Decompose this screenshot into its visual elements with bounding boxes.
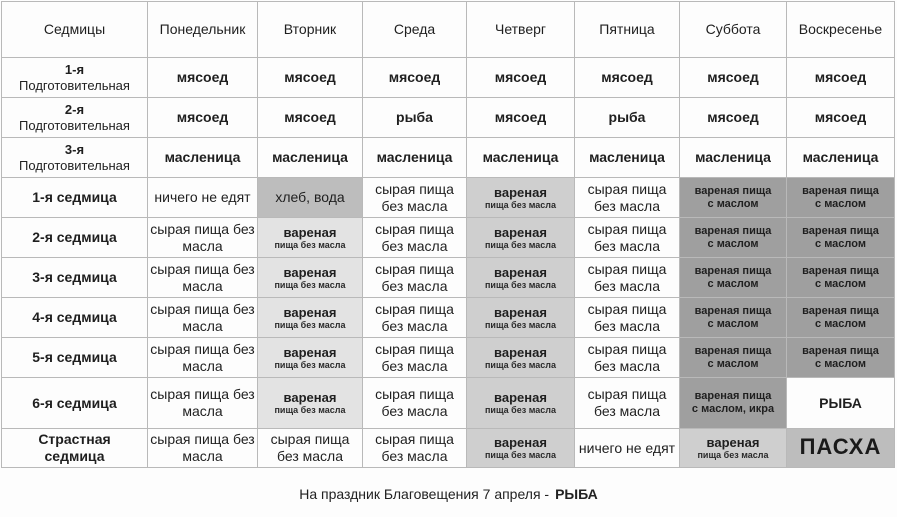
fasting-cell-sub: пища без масла [485,450,556,460]
week-label-bottom: Подготовительная [19,157,130,173]
fasting-cell-main: вареная пища [802,304,879,317]
fasting-cell [148,138,258,178]
fasting-cell [258,298,363,338]
fasting-cell [680,58,787,98]
fasting-cell-text: масленица [482,149,559,165]
fasting-cell [363,98,467,138]
fasting-cell [680,98,787,138]
fasting-cell-text: масленица [695,149,771,165]
week-label-cell: 3-я седмица [2,258,148,298]
header-row [2,2,895,58]
week-label-cell [2,98,148,138]
fasting-cell-text: сырая пища без масла [150,220,255,254]
annunciation-note-text: На праздник Благовещения 7 апреля - [299,486,550,502]
fasting-cell-main: вареная пища [694,344,772,357]
fasting-cell-sub: с маслом [815,277,866,290]
fasting-cell [258,138,363,178]
fasting-cell-text: сырая пища без масла [587,260,667,294]
week-row [2,218,895,258]
fasting-cell-sub: пища без масла [697,450,769,460]
header-day-cell: Понедельник [148,2,258,58]
week-label-top: Страстная [38,431,111,447]
fasting-cell [363,378,467,429]
header-day-cell: Вторник [258,2,363,58]
fasting-cell-text: ничего не едят [154,189,251,205]
fasting-cell [258,98,363,138]
fasting-cell [787,258,895,298]
fasting-cell-sub: с маслом [707,357,759,370]
fasting-cell-text: мясоед [176,109,229,125]
fasting-cell-text: мясоед [601,69,653,85]
fasting-cell [148,378,258,429]
fasting-cell [258,58,363,98]
fasting-cell [787,138,895,178]
fasting-cell [467,429,575,468]
fasting-cell-text: мясоед [814,109,867,125]
fasting-cell-sub: пища без масла [274,405,346,415]
fasting-cell [148,218,258,258]
fasting-cell-main: вареная [283,264,337,280]
week-row [2,178,895,218]
fasting-cell [575,58,680,98]
fasting-cell [363,218,467,258]
fasting-cell-text: сырая пища без масла [375,431,454,464]
fasting-cell-sub: с маслом [815,317,866,330]
fasting-cell-text: мясоед [284,69,336,85]
fasting-cell [787,429,895,468]
week-label-bottom: Подготовительная [19,117,130,133]
fasting-cell-sub: с маслом [815,197,866,210]
fasting-cell-sub: пища без масла [274,319,346,330]
fasting-cell [680,258,787,298]
fasting-cell-main: вареная [283,344,337,360]
fasting-cell-text: мясоед [707,109,759,125]
fasting-cell [148,98,258,138]
week-label-cell: 5-я седмица [2,338,148,378]
header-day-cell: Четверг [467,2,575,58]
fasting-cell [258,218,363,258]
fasting-cell-sub: пища без масла [274,359,346,370]
fasting-cell [575,429,680,468]
fasting-cell-sub: пища без масла [485,319,556,330]
fasting-calendar-table [1,1,895,468]
week-label-cell [2,138,148,178]
fasting-cell [467,98,575,138]
fasting-cell-sub: пища без масла [485,359,556,370]
fasting-cell [787,58,895,98]
fasting-cell-text: сырая пища без масла [375,340,454,374]
fasting-cell-text: сырая пища без масла [587,386,667,419]
fasting-cell [575,378,680,429]
fasting-cell [148,58,258,98]
fasting-cell [575,298,680,338]
fasting-cell [467,138,575,178]
week-label-cell [2,429,148,468]
fasting-cell-main: вареная [283,390,337,405]
fasting-cell-text: ничего не едят [578,439,676,456]
fasting-cell [258,378,363,429]
fasting-cell-sub: с маслом [707,197,759,210]
fasting-cell [680,178,787,218]
fasting-cell [467,258,575,298]
header-day-cell: Суббота [680,2,787,58]
week-label-top: 3-я [64,141,85,157]
fasting-cell-sub: с маслом [707,237,759,250]
fasting-cell [363,258,467,298]
fasting-cell-text: сырая пища без масла [587,300,667,334]
week-label-cell: 6-я седмица [2,378,148,429]
fasting-cell-text: масленица [272,149,348,165]
fasting-cell-sub: с маслом [707,317,759,330]
fasting-cell [680,338,787,378]
fasting-cell-sub: пища без масла [274,239,346,250]
fasting-cell-text: рыба [396,109,433,125]
fasting-cell-text: сырая пища без масла [375,180,454,214]
fasting-cell [258,178,363,218]
fasting-cell-sub: с маслом [815,357,866,370]
fasting-cell-text: мясоед [176,69,229,85]
fasting-cell-sub: пища без масла [485,405,556,415]
week-row [2,429,895,468]
fasting-cell-text: сырая пища без масла [375,260,454,294]
fasting-cell [467,338,575,378]
fasting-cell-main: вареная [494,390,547,405]
week-label-cell [2,58,148,98]
fasting-cell-text: мясоед [494,109,547,125]
fasting-cell-main: вареная [706,435,760,450]
fasting-cell-main: вареная пища [802,344,879,357]
fasting-cell-main: вареная [494,344,547,360]
fasting-cell-text: сырая пища без масла [587,180,667,214]
fasting-cell [680,218,787,258]
fasting-cell [575,258,680,298]
fasting-cell [363,338,467,378]
fasting-cell [258,429,363,468]
week-row [2,258,895,298]
fasting-cell-main: вареная [494,184,547,200]
fasting-cell [363,429,467,468]
fasting-cell [787,338,895,378]
fasting-cell-sub: с маслом, икра [691,403,775,415]
fasting-cell-sub: с маслом [707,277,759,290]
week-row [2,98,895,138]
fasting-cell-text: сырая пища без масла [375,300,454,334]
fasting-cell-text: масленица [164,149,241,165]
fasting-cell-text: мясоед [284,109,336,125]
fasting-cell [148,338,258,378]
fasting-cell-text: мясоед [494,69,547,85]
fasting-cell-text: мясоед [707,69,759,85]
fasting-cell [680,429,787,468]
fasting-cell-sub: пища без масла [274,279,346,290]
fasting-cell [787,298,895,338]
fasting-cell [467,178,575,218]
fasting-cell [467,298,575,338]
week-label-cell: 4-я седмица [2,298,148,338]
fasting-cell-text: сырая пища без масла [150,386,255,419]
fasting-cell-sub: пища без масла [485,199,556,210]
fasting-cell-text: масленица [589,149,665,165]
fasting-cell-main: вареная [494,304,547,320]
fasting-cell-text: масленица [802,149,879,165]
fasting-cell [258,338,363,378]
week-label-bottom: Подготовительная [19,77,130,93]
fasting-cell-text: сырая пища без масла [375,386,454,419]
fasting-cell-main: вареная [494,264,547,280]
week-row [2,338,895,378]
fasting-cell-main: вареная [494,435,547,450]
fasting-cell-text: сырая пища без масла [150,431,255,464]
fasting-cell-main: вареная пища [694,224,772,237]
fasting-cell [258,258,363,298]
fasting-cell-sub: пища без масла [485,279,556,290]
fasting-cell-main: вареная пища [694,304,772,317]
header-weeks-cell: Седмицы [2,2,148,58]
fasting-cell-main: вареная пища [694,184,772,197]
fasting-cell-main: вареная [283,304,337,320]
fasting-cell [680,298,787,338]
fasting-cell [363,138,467,178]
fasting-cell [575,98,680,138]
fasting-cell [467,58,575,98]
week-row [2,138,895,178]
fasting-cell-main: вареная пища [694,390,772,402]
fasting-cell [575,138,680,178]
week-row [2,58,895,98]
fasting-cell [148,258,258,298]
fasting-cell [575,218,680,258]
fasting-cell-main: вареная [494,224,547,240]
fasting-cell [363,58,467,98]
fasting-cell-text: сырая пища без масла [150,340,255,374]
week-row [2,378,895,429]
fasting-cell-text: сырая пища без масла [587,340,667,374]
fasting-cell [363,298,467,338]
annunciation-note-value: РЫБА [555,486,598,502]
week-label-cell: 1-я седмица [2,178,148,218]
fasting-cell-sub: с маслом [815,237,866,250]
fasting-cell-text: хлеб, вода [275,189,345,205]
fasting-cell [467,218,575,258]
fasting-cell-text: сырая пища без масла [150,300,255,334]
fasting-cell-text: сырая пища без масла [150,260,255,294]
fasting-cell-main: вареная пища [802,264,879,277]
fasting-cell-text: сырая пища без масла [270,431,350,464]
week-label-cell: 2-я седмица [2,218,148,258]
fasting-cell-text: мясоед [814,69,867,85]
fasting-cell-main: вареная пища [802,224,879,237]
fasting-cell [680,138,787,178]
fasting-cell-main: вареная [283,224,337,240]
fasting-cell-text: масленица [376,149,453,165]
fasting-cell [467,378,575,429]
header-day-cell: Среда [363,2,467,58]
header-day-cell: Воскресенье [787,2,895,58]
fasting-cell [787,178,895,218]
fasting-cell-text: РЫБА [819,394,862,411]
fasting-cell-text: мясоед [388,69,441,85]
fasting-cell [575,178,680,218]
fasting-cell-main: вареная пища [694,264,772,277]
fasting-cell-main: вареная пища [802,184,879,197]
fasting-cell [148,429,258,468]
fasting-cell-text: ПАСХА [799,434,882,459]
fasting-cell [148,298,258,338]
fasting-cell-text: рыба [608,109,646,125]
week-label-top: 2-я [64,101,85,117]
annunciation-note [0,486,897,502]
fasting-cell [575,338,680,378]
fasting-cell-sub: пища без масла [485,239,556,250]
week-label-top: 1-я [64,61,85,77]
fasting-cell [787,378,895,429]
week-label-bottom: седмица [44,448,105,464]
week-row [2,298,895,338]
header-day-cell: Пятница [575,2,680,58]
fasting-cell [148,178,258,218]
fasting-cell [680,378,787,429]
fasting-cell [787,98,895,138]
fasting-cell-text: сырая пища без масла [587,220,667,254]
fasting-cell [363,178,467,218]
fasting-cell [787,218,895,258]
fasting-cell-text: сырая пища без масла [375,220,454,254]
